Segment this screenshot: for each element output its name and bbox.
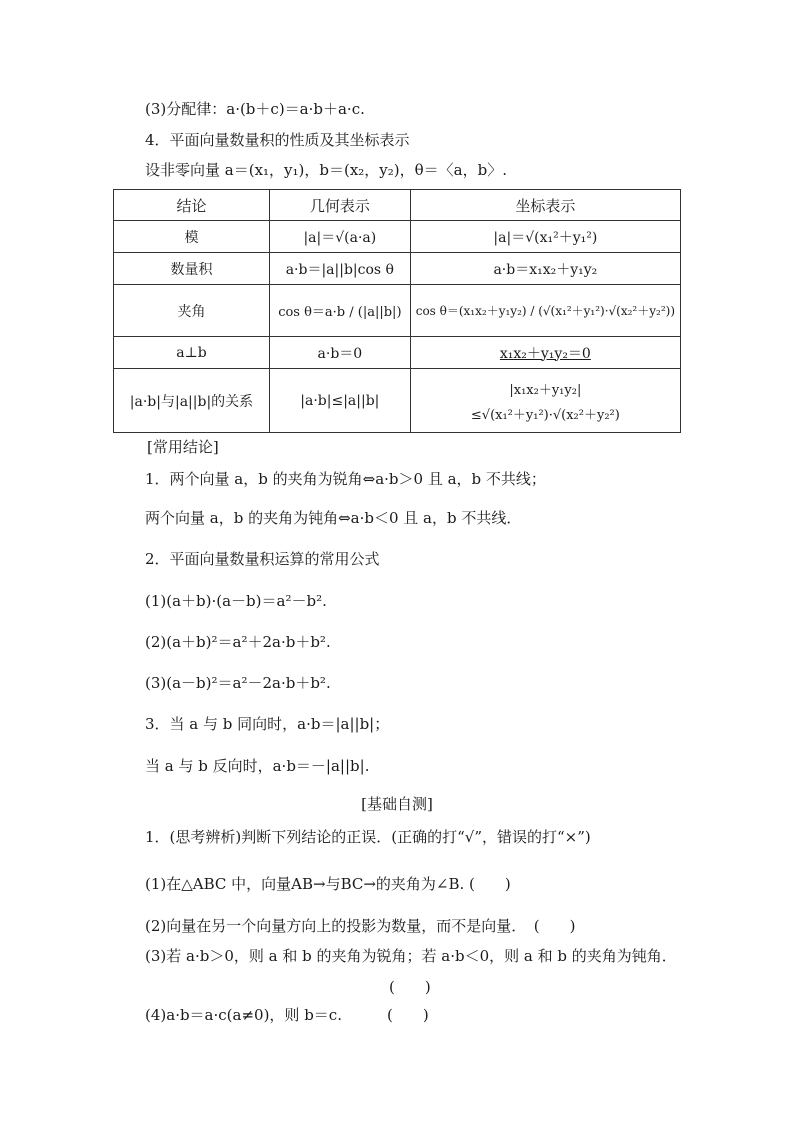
row-coord: |a|＝√(x₁²＋y₁²) xyxy=(410,221,680,253)
formula-3: (3)(a－b)²＝a²－2a·b＋b². xyxy=(145,674,331,692)
header-geometric: 几何表示 xyxy=(269,190,410,221)
table-row xyxy=(114,369,681,433)
header-conclusion: 结论 xyxy=(114,190,270,221)
properties-table xyxy=(113,189,681,433)
table-row xyxy=(114,221,681,253)
row-name: 数量积 xyxy=(114,253,270,285)
table-row xyxy=(114,253,681,285)
common-line-2: 两个向量 a，b 的夹角为钝角⇔a·b＜0 且 a，b 不共线． xyxy=(145,509,522,527)
coord-top: |x₁x₂＋y₁y₂| xyxy=(509,382,582,398)
statement-2: (2)向量在另一个向量方向上的投影为数量，而不是向量． ( ) xyxy=(145,917,576,935)
row-geo: a·b＝|a||b|cos θ xyxy=(269,253,410,285)
row-coord: a·b＝x₁x₂＋y₁y₂ xyxy=(410,253,680,285)
table-row xyxy=(114,337,681,369)
row-geo: |a·b|≤|a||b| xyxy=(269,369,410,433)
statement-1: (1)在△ABC 中，向量AB→与BC→的夹角为∠B. ( ) xyxy=(145,875,511,893)
row-geo: cos θ＝a·b / (|a||b|) xyxy=(269,285,410,337)
header-coordinate: 坐标表示 xyxy=(410,190,680,221)
table-row xyxy=(114,285,681,337)
common-conclusions-tag: [常用结论] xyxy=(147,438,219,456)
question-1: 1．(思考辨析)判断下列结论的正误．(正确的打“√”，错误的打“×”) xyxy=(145,828,591,846)
statement-4: (4)a·b＝a·c(a≠0)，则 b＝c. ( ) xyxy=(145,1006,429,1024)
formula-2: (2)(a＋b)²＝a²＋2a·b＋b². xyxy=(145,633,331,651)
row-coord: cos θ＝(x₁x₂＋y₁y₂) / (√(x₁²＋y₁²)·√(x₂²＋y₂²)) xyxy=(410,285,680,337)
row-geo: |a|＝√(a·a) xyxy=(269,221,410,253)
common-line-3: 2．平面向量数量积运算的常用公式 xyxy=(145,550,380,568)
table-header-row xyxy=(114,190,681,221)
section-heading-4: 4．平面向量数量积的性质及其坐标表示 xyxy=(145,131,410,149)
row-geo: a·b＝0 xyxy=(269,337,410,369)
statement-3: (3)若 a·b＞0，则 a 和 b 的夹角为锐角；若 a·b＜0，则 a 和 b 的夹角为钝角． xyxy=(145,947,677,965)
statement-3-paren: ( ) xyxy=(389,978,431,996)
self-test-heading: [基础自测] xyxy=(361,795,433,813)
row-name: a⊥b xyxy=(114,337,270,369)
row-name: 夹角 xyxy=(114,285,270,337)
row-name: 模 xyxy=(114,221,270,253)
common-line-4: 3．当 a 与 b 同向时，a·b＝|a||b|； xyxy=(145,715,390,733)
formula-1: (1)(a＋b)·(a－b)＝a²－b². xyxy=(145,592,327,610)
row-name: |a·b|与|a||b|的关系 xyxy=(114,369,270,433)
row-coord xyxy=(410,369,680,433)
distributive-law: (3)分配律：a·(b＋c)＝a·b＋a·c. xyxy=(145,100,365,118)
vector-setup: 设非零向量 a＝(x₁，y₁)，b＝(x₂，y₂)，θ＝〈a，b〉. xyxy=(145,161,507,179)
common-line-1: 1．两个向量 a，b 的夹角为锐角⇔a·b＞0 且 a，b 不共线； xyxy=(145,470,546,488)
common-line-5: 当 a 与 b 反向时，a·b＝－|a||b|. xyxy=(145,757,370,775)
row-coord: x₁x₂＋y₁y₂＝0 xyxy=(410,337,680,369)
coord-bottom: ≤√(x₁²＋y₁²)·√(x₂²＋y₂²) xyxy=(470,407,620,423)
